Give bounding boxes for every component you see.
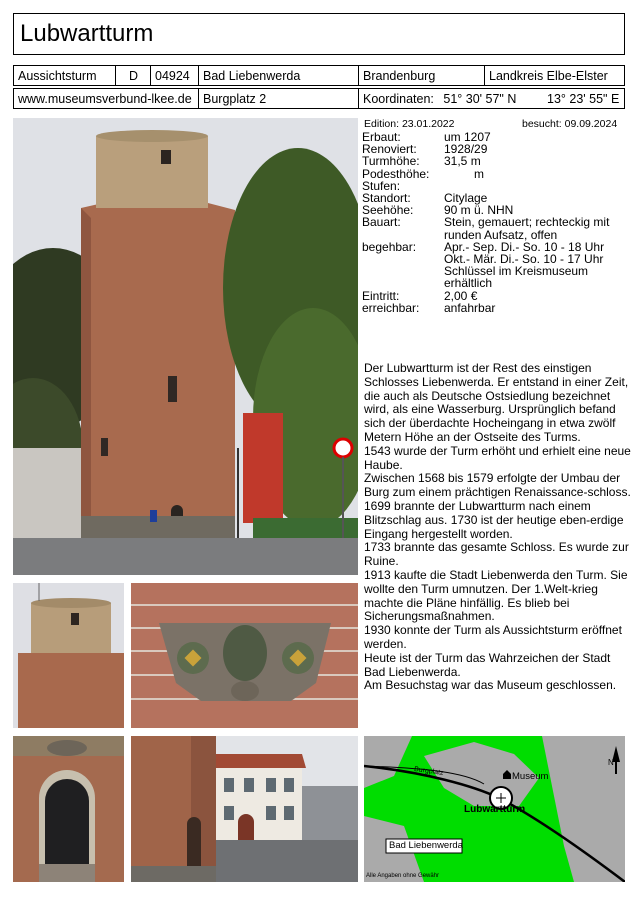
tower-main-photo bbox=[13, 118, 358, 575]
tower-top-photo bbox=[13, 583, 124, 728]
coordinates bbox=[358, 88, 625, 109]
map-tower-label: Lubwartturm bbox=[464, 804, 526, 815]
tower-door-photo bbox=[13, 736, 124, 882]
fact-construction: Bauart: Stein, gemauert; rechteckig mit runden Aufsatz, offen bbox=[362, 215, 610, 242]
postal-code: 04924 bbox=[150, 65, 199, 86]
fact-admission: Eintritt: 2,00 € bbox=[362, 288, 478, 303]
map-north-label: N bbox=[608, 758, 614, 767]
fact-elevation: Seehöhe: 90 m ü. NHN bbox=[362, 203, 514, 218]
wall-ornament-photo bbox=[131, 583, 358, 728]
tower-side-photo bbox=[131, 736, 216, 882]
fact-renovated: Renoviert: 1928/29 bbox=[362, 142, 488, 157]
description-paragraph: Heute ist der Turm das Wahrzeichen der Stadt Bad Liebenwerda. bbox=[364, 650, 611, 679]
fact-platform-height: Podesthöhe: m bbox=[362, 166, 484, 181]
fact-built: Erbaut: um 1207 bbox=[362, 130, 491, 144]
map-town-label: Bad Liebenwerda bbox=[389, 840, 463, 851]
country-code: D bbox=[115, 65, 151, 86]
description-paragraph: Der Lubwartturm ist der Rest des einstigen Schlosses Liebenwerda. Er entstand in einer Zeit, die auch als Deutsche Ostsiedlung bezeichnet wird, als eine Wasserburg. Ursprünglich befand sich der überdachte Hocheingang in etwa zwölf Metern Höhe an der Ostseite des Turms. bbox=[364, 361, 629, 444]
museum-photo bbox=[216, 736, 358, 882]
location-map[interactable] bbox=[364, 736, 625, 882]
visit-date: besucht: 09.09.2024 bbox=[522, 118, 618, 130]
facts-list bbox=[362, 131, 630, 314]
map-disclaimer: Alle Angaben ohne Gewähr bbox=[366, 873, 440, 879]
state-name: Brandenburg bbox=[358, 65, 485, 86]
latitude: 51° 30' 57" N bbox=[443, 92, 517, 106]
longitude: 13° 23' 55" E bbox=[547, 92, 620, 106]
fact-steps: Stufen: bbox=[362, 178, 401, 193]
fact-opening-hours: begehbar: Apr.- Sep. Di.- So. 10 - 18 Uhr Okt.- Mär. Di.- So. 10 - 17 Uhr Schlüssel im Kreismuseum erhältlich bbox=[362, 239, 605, 291]
map-street-label: Burgplatz bbox=[413, 765, 444, 778]
description-text bbox=[364, 362, 632, 693]
description-paragraph: 1543 wurde der Turm erhöht und erhielt eine neue Haube. bbox=[364, 443, 631, 472]
district-name: Landkreis Elbe-Elster bbox=[484, 65, 625, 86]
edition-date: Edition: 23.01.2022 bbox=[364, 118, 455, 130]
page-title: Lubwartturm bbox=[13, 13, 625, 55]
description-paragraph: 1930 konnte der Turm als Aussichtsturm eröffnet werden. bbox=[364, 623, 622, 651]
map-museum-label: Museum bbox=[512, 771, 549, 782]
fact-access: erreichbar: anfahrbar bbox=[362, 300, 496, 315]
street-address: Burgplatz 2 bbox=[198, 88, 359, 109]
description-paragraph: Zwischen 1568 bis 1579 erfolgte der Umbau der Burg zum einem prächtigen Renaissance-schloss. bbox=[364, 471, 631, 500]
tower-type: Aussichtsturm bbox=[13, 65, 116, 86]
fact-location: Standort: Citylage bbox=[362, 191, 488, 206]
description-paragraph: 1699 brannte der Lubwartturm nach einem Blitzschlag aus. 1730 ist der heutige eben-erdige Eingang hergestellt worden. bbox=[364, 498, 624, 541]
description-paragraph: Am Besuchstag war das Museum geschlossen. bbox=[364, 678, 617, 693]
description-paragraph: 1913 kaufte die Stadt Liebenwerda den Turm. Sie wollte den Turm umnutzen. Der 1.Welt-krieg machte die Pläne hinfällig. Es blieb bei Sicherungsmaßnahmen. bbox=[364, 567, 628, 624]
website-link[interactable]: www.museumsverbund-lkee.de bbox=[13, 88, 199, 109]
coord-label: Koordinaten: bbox=[363, 92, 434, 106]
town-name: Bad Liebenwerda bbox=[198, 65, 359, 86]
description-paragraph: 1733 brannte das gesamte Schloss. Es wurde zur Ruine. bbox=[364, 540, 629, 569]
fact-tower-height: Turmhöhe: 31,5 m bbox=[362, 154, 481, 169]
